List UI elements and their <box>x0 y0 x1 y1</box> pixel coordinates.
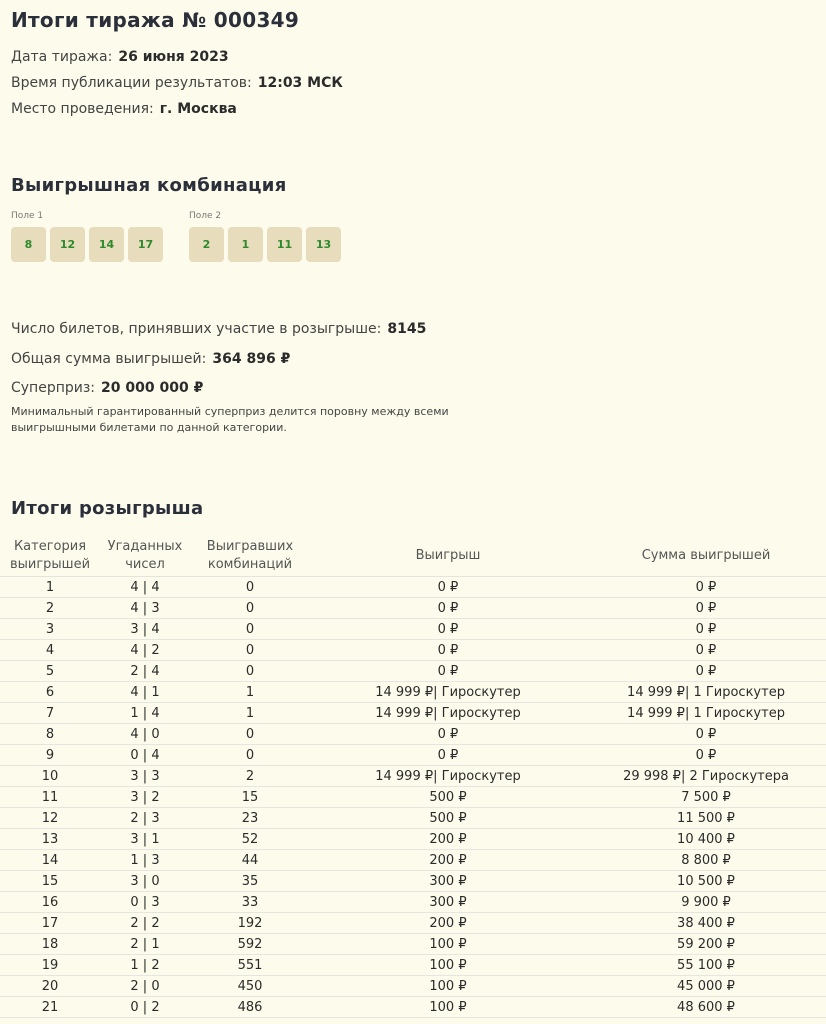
cell-prize: 0 ₽ <box>310 640 586 661</box>
ball: 17 <box>128 227 163 262</box>
table-row <box>0 745 826 766</box>
cell-matched: 4 | 3 <box>100 598 190 619</box>
cell-prize: 300 ₽ <box>310 871 586 892</box>
field1-balls <box>11 227 163 262</box>
cell-total: 45 000 ₽ <box>586 976 826 997</box>
cell-winners: 0 <box>190 724 310 745</box>
draw-date-label: Дата тиража: <box>11 49 113 65</box>
cell-prize: 200 ₽ <box>310 829 586 850</box>
table-row <box>0 640 826 661</box>
cell-total: 14 999 ₽| 1 Гироскутер <box>586 703 826 724</box>
cell-total: 0 ₽ <box>586 661 826 682</box>
cell-total: 11 500 ₽ <box>586 808 826 829</box>
cell-category: 4 <box>0 640 100 661</box>
cell-matched: 3 | 0 <box>100 871 190 892</box>
table-row <box>0 934 826 955</box>
cell-matched: 2 | 2 <box>100 913 190 934</box>
field2-label: Поле 2 <box>189 211 222 221</box>
cell-matched: 3 | 3 <box>100 766 190 787</box>
cell-total: 0 ₽ <box>586 577 826 598</box>
ball: 8 <box>11 227 46 262</box>
cell-category: 12 <box>0 808 100 829</box>
cell-matched: 3 | 1 <box>100 829 190 850</box>
cell-matched: 3 | 2 <box>100 787 190 808</box>
cell-winners: 44 <box>190 850 310 871</box>
cell-prize: 14 999 ₽| Гироскутер <box>310 703 586 724</box>
cell-winners: 35 <box>190 871 310 892</box>
cell-total: 48 600 ₽ <box>586 997 826 1018</box>
cell-category: 8 <box>0 724 100 745</box>
header-prize: Выигрыш <box>310 536 586 577</box>
cell-category: 6 <box>0 682 100 703</box>
total-value: 364 896 ₽ <box>212 351 291 367</box>
cell-total: 10 500 ₽ <box>586 871 826 892</box>
cell-winners: 0 <box>190 745 310 766</box>
cell-total: 0 ₽ <box>586 745 826 766</box>
cell-winners: 0 <box>190 661 310 682</box>
cell-matched: 0 | 2 <box>100 997 190 1018</box>
cell-total: 0 ₽ <box>586 598 826 619</box>
cell-winners: 52 <box>190 829 310 850</box>
table-row <box>0 766 826 787</box>
page-title: Итоги тиража № 000349 <box>11 8 300 32</box>
ball: 1 <box>228 227 263 262</box>
table-row <box>0 955 826 976</box>
place-value: г. Москва <box>159 101 237 117</box>
results-body <box>0 577 826 1018</box>
cell-total: 0 ₽ <box>586 619 826 640</box>
table-row <box>0 787 826 808</box>
cell-total: 7 500 ₽ <box>586 787 826 808</box>
cell-category: 19 <box>0 955 100 976</box>
cell-winners: 2 <box>190 766 310 787</box>
cell-prize: 500 ₽ <box>310 787 586 808</box>
cell-prize: 0 ₽ <box>310 661 586 682</box>
header-category: Категория выигрышей <box>0 536 100 577</box>
table-row <box>0 724 826 745</box>
total-line <box>11 351 290 367</box>
cell-total: 59 200 ₽ <box>586 934 826 955</box>
tickets-value: 8145 <box>387 321 427 337</box>
cell-prize: 100 ₽ <box>310 976 586 997</box>
cell-prize: 0 ₽ <box>310 577 586 598</box>
cell-category: 1 <box>0 577 100 598</box>
cell-matched: 0 | 4 <box>100 745 190 766</box>
cell-prize: 14 999 ₽| Гироскутер <box>310 682 586 703</box>
cell-category: 15 <box>0 871 100 892</box>
cell-prize: 14 999 ₽| Гироскутер <box>310 766 586 787</box>
cell-total: 14 999 ₽| 1 Гироскутер <box>586 682 826 703</box>
header-winners: Выигравших комбинаций <box>190 536 310 577</box>
cell-total: 10 400 ₽ <box>586 829 826 850</box>
results-table <box>0 536 826 1018</box>
cell-matched: 0 | 3 <box>100 892 190 913</box>
cell-winners: 1 <box>190 703 310 724</box>
table-row <box>0 871 826 892</box>
cell-winners: 15 <box>190 787 310 808</box>
cell-prize: 0 ₽ <box>310 598 586 619</box>
cell-winners: 1 <box>190 682 310 703</box>
cell-category: 9 <box>0 745 100 766</box>
header-matched: Угаданных чисел <box>100 536 190 577</box>
cell-category: 21 <box>0 997 100 1018</box>
cell-prize: 0 ₽ <box>310 619 586 640</box>
cell-prize: 200 ₽ <box>310 850 586 871</box>
table-row <box>0 829 826 850</box>
cell-category: 17 <box>0 913 100 934</box>
field2-balls <box>189 227 341 262</box>
superprize-note: Минимальный гарантированный суперприз делится поровну между всеми выигрышными билетами по данной категории. <box>11 405 449 434</box>
cell-matched: 4 | 4 <box>100 577 190 598</box>
cell-prize: 0 ₽ <box>310 745 586 766</box>
cell-matched: 4 | 0 <box>100 724 190 745</box>
table-row <box>0 703 826 724</box>
table-row <box>0 976 826 997</box>
cell-matched: 2 | 0 <box>100 976 190 997</box>
cell-category: 16 <box>0 892 100 913</box>
cell-total: 29 998 ₽| 2 Гироскутера <box>586 766 826 787</box>
cell-matched: 2 | 4 <box>100 661 190 682</box>
results-header-row <box>0 536 826 577</box>
combination-title: Выигрышная комбинация <box>11 175 287 196</box>
cell-category: 11 <box>0 787 100 808</box>
cell-matched: 2 | 3 <box>100 808 190 829</box>
ball: 14 <box>89 227 124 262</box>
cell-category: 18 <box>0 934 100 955</box>
superprize-line <box>11 380 203 396</box>
table-row <box>0 808 826 829</box>
cell-winners: 450 <box>190 976 310 997</box>
cell-matched: 4 | 2 <box>100 640 190 661</box>
cell-category: 7 <box>0 703 100 724</box>
cell-matched: 3 | 4 <box>100 619 190 640</box>
cell-winners: 592 <box>190 934 310 955</box>
superprize-value: 20 000 000 ₽ <box>101 380 204 396</box>
table-row <box>0 577 826 598</box>
cell-winners: 0 <box>190 598 310 619</box>
table-row <box>0 598 826 619</box>
publish-time-label: Время публикации результатов: <box>11 75 252 91</box>
ball: 2 <box>189 227 224 262</box>
draw-date-line <box>11 49 229 65</box>
cell-winners: 0 <box>190 640 310 661</box>
cell-category: 20 <box>0 976 100 997</box>
cell-category: 13 <box>0 829 100 850</box>
cell-winners: 33 <box>190 892 310 913</box>
table-row <box>0 850 826 871</box>
ball: 12 <box>50 227 85 262</box>
cell-total: 0 ₽ <box>586 640 826 661</box>
table-row <box>0 892 826 913</box>
ball: 11 <box>267 227 302 262</box>
cell-category: 10 <box>0 766 100 787</box>
cell-category: 14 <box>0 850 100 871</box>
cell-prize: 300 ₽ <box>310 892 586 913</box>
cell-total: 0 ₽ <box>586 724 826 745</box>
cell-total: 38 400 ₽ <box>586 913 826 934</box>
superprize-label: Суперприз: <box>11 380 96 396</box>
table-row <box>0 619 826 640</box>
tickets-line <box>11 321 426 337</box>
cell-prize: 100 ₽ <box>310 997 586 1018</box>
tickets-label: Число билетов, принявших участие в розыгрыше: <box>11 321 382 337</box>
table-row <box>0 661 826 682</box>
cell-matched: 2 | 1 <box>100 934 190 955</box>
ball: 13 <box>306 227 341 262</box>
results-title: Итоги розыгрыша <box>11 498 204 519</box>
cell-category: 2 <box>0 598 100 619</box>
cell-matched: 4 | 1 <box>100 682 190 703</box>
table-row <box>0 913 826 934</box>
place-label: Место проведения: <box>11 101 154 117</box>
header-total: Сумма выигрышей <box>586 536 826 577</box>
cell-winners: 551 <box>190 955 310 976</box>
cell-winners: 0 <box>190 577 310 598</box>
cell-prize: 100 ₽ <box>310 934 586 955</box>
cell-category: 3 <box>0 619 100 640</box>
table-row <box>0 997 826 1018</box>
cell-prize: 0 ₽ <box>310 724 586 745</box>
cell-total: 55 100 ₽ <box>586 955 826 976</box>
publish-time-line <box>11 75 343 91</box>
field1-label: Поле 1 <box>11 211 44 221</box>
cell-total: 8 800 ₽ <box>586 850 826 871</box>
cell-matched: 1 | 2 <box>100 955 190 976</box>
table-row <box>0 682 826 703</box>
publish-time-value: 12:03 МСК <box>257 75 343 91</box>
cell-winners: 486 <box>190 997 310 1018</box>
cell-winners: 0 <box>190 619 310 640</box>
cell-matched: 1 | 3 <box>100 850 190 871</box>
cell-winners: 192 <box>190 913 310 934</box>
cell-matched: 1 | 4 <box>100 703 190 724</box>
cell-prize: 200 ₽ <box>310 913 586 934</box>
total-label: Общая сумма выигрышей: <box>11 351 207 367</box>
cell-total: 9 900 ₽ <box>586 892 826 913</box>
place-line <box>11 101 237 117</box>
cell-prize: 500 ₽ <box>310 808 586 829</box>
cell-winners: 23 <box>190 808 310 829</box>
cell-category: 5 <box>0 661 100 682</box>
draw-date-value: 26 июня 2023 <box>118 49 229 65</box>
cell-prize: 100 ₽ <box>310 955 586 976</box>
